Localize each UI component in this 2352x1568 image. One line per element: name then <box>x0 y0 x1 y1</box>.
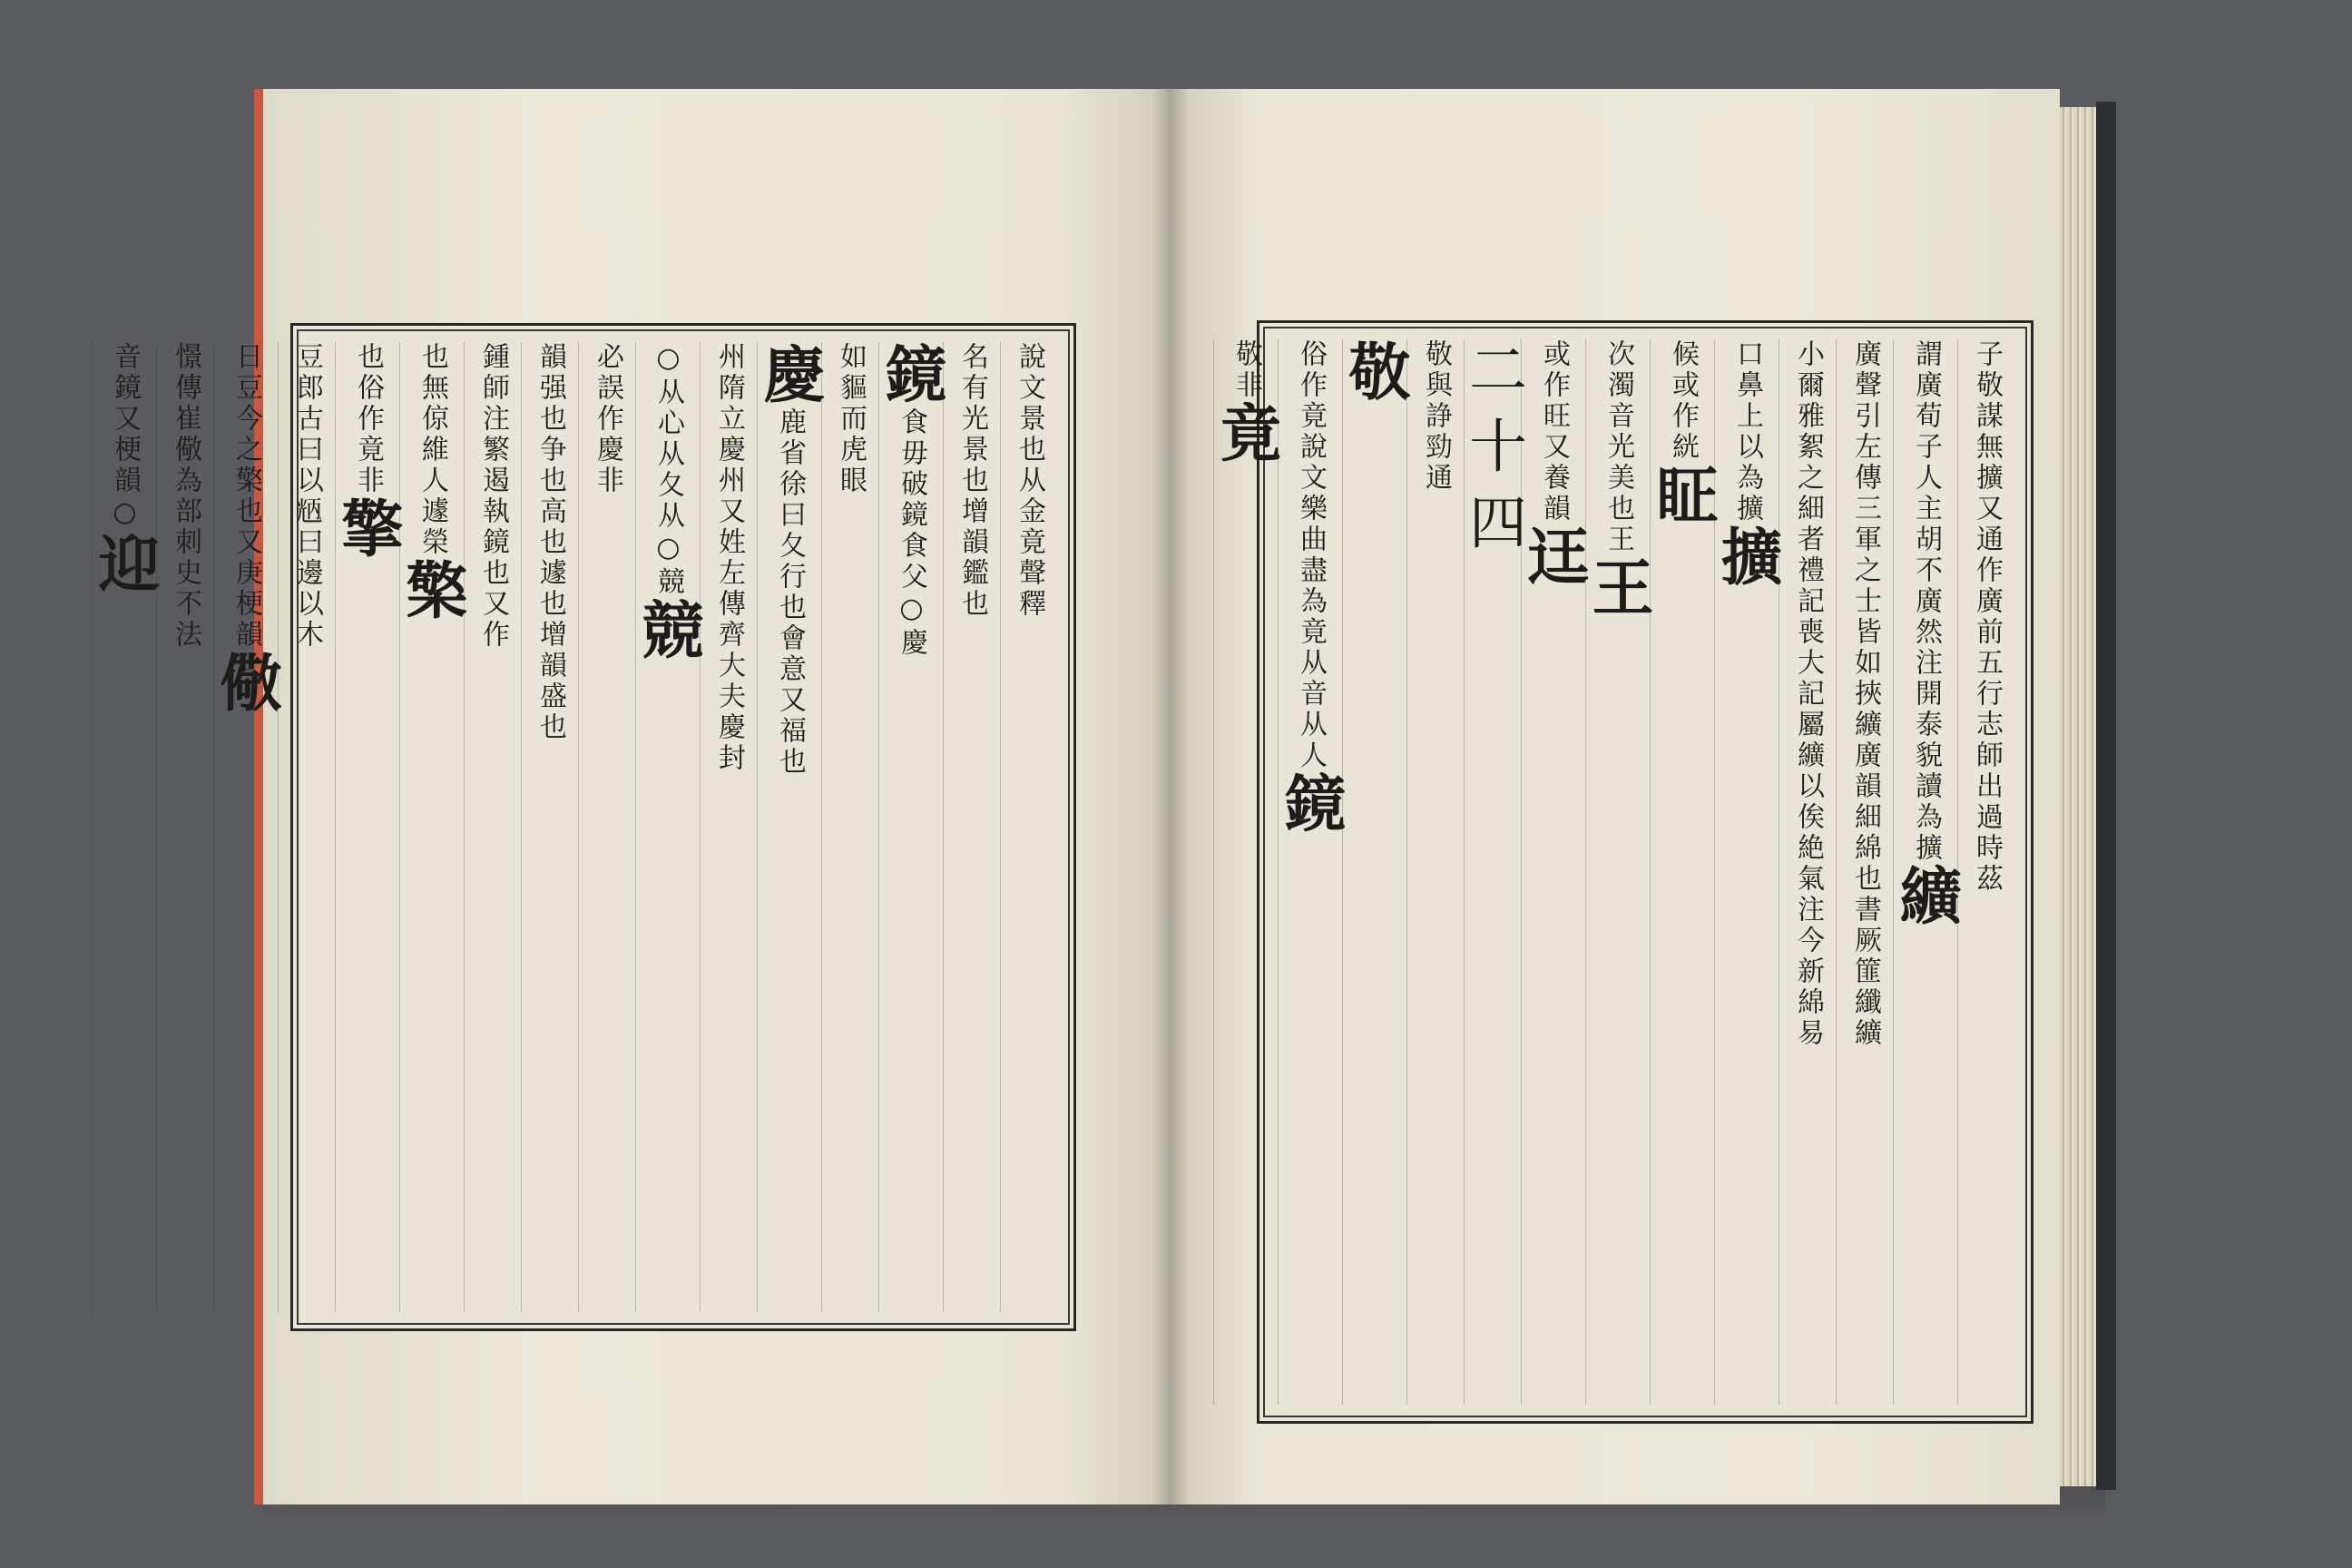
right-text-columns <box>1210 339 2014 1405</box>
left-column-10: 鍾師注繁遏執鏡也又作 <box>464 342 521 1312</box>
right-column-12 <box>1274 339 1347 1405</box>
right-column-2-text: 謂廣荀子人主胡不廣然注開泰貌讀為擴 <box>1910 339 1942 864</box>
head-char-jing: 鏡 <box>875 342 947 407</box>
left-page <box>88 89 1171 1504</box>
left-column-2: 名有光景也增韻鑑也 <box>943 342 1000 1312</box>
left-column-15: 憬傳崔儆為部刺史不法 <box>156 342 213 1312</box>
left-column-5-text: 鹿省徐曰夂行也會意又福也 <box>774 407 806 778</box>
head-char-qing2: 檠 <box>396 558 468 623</box>
head-char-kuang2: 擴 <box>1710 524 1783 590</box>
head-char-wang2: 迋 <box>1517 524 1590 590</box>
right-column-10: 敬與諍勁通 <box>1406 339 1464 1405</box>
book-gutter <box>1152 89 1189 1504</box>
head-char-qing3: 擎 <box>331 496 404 562</box>
head-char-jing-end: 鏡 <box>1274 771 1347 837</box>
head-char-wang: 王 <box>1582 555 1654 621</box>
left-column-4: 如貙而虎眼 <box>821 342 878 1312</box>
left-column-6: 州隋立慶州又姓左傳齊大夫慶封 <box>700 342 757 1312</box>
left-column-7 <box>632 342 704 1312</box>
right-column-5-text: 口鼻上以為擴 <box>1731 339 1763 524</box>
right-column-1: 子敬謀無擴又通作廣前五行志師出過時茲 <box>1957 339 2014 1405</box>
right-column-12-text: 俗作竟說文樂曲盡為竟从音从人 <box>1295 339 1327 771</box>
left-column-16-text: 音鏡又梗韻○ <box>109 342 141 532</box>
left-text-columns <box>88 342 1057 1312</box>
left-column-9: 韻强也争也高也遽也增韻盛也 <box>521 342 578 1312</box>
right-column-7 <box>1582 339 1654 1405</box>
left-column-12-text: 也俗作竟非 <box>352 342 384 496</box>
left-column-13: 豆郎古曰以𠒝曰邊以木 <box>278 342 335 1312</box>
left-column-14-text: 日豆今之檠也又庚梗韻 <box>230 342 262 651</box>
left-column-3 <box>875 342 947 1312</box>
right-printed-block <box>1210 320 2034 1424</box>
left-column-3-text: 食毋破鏡食父○慶 <box>896 407 927 659</box>
left-column-8: 必誤作慶非 <box>578 342 635 1312</box>
cover-edge <box>2096 102 2116 1490</box>
right-column-8-text: 或作旺又養韻 <box>1538 339 1570 524</box>
left-column-5 <box>753 342 826 1312</box>
head-char-qing: 慶 <box>753 342 826 407</box>
right-column-6-text: 候或作絖 <box>1667 339 1699 463</box>
head-char-kuang: 纊 <box>1889 864 1962 929</box>
open-book <box>88 89 2114 1504</box>
left-column-16 <box>88 342 161 1312</box>
right-column-7-text: 次濁音光美也王 <box>1602 339 1634 555</box>
right-column-3: 廣聲引左傳三軍之士皆如挾纊廣韻細綿也書厥篚纖纊 <box>1836 339 1893 1405</box>
right-column-13 <box>1210 339 1282 1405</box>
left-column-11-text: 也無倞維人遽榮 <box>416 342 448 558</box>
head-char-kuang3: 眐 <box>1646 463 1719 528</box>
head-char-ying: 迎 <box>88 532 161 597</box>
left-column-7-text: ○从心从夂从○競 <box>652 342 684 598</box>
head-char-jing2: 競 <box>632 598 704 663</box>
left-column-14 <box>210 342 282 1312</box>
head-char-jing-respect: 敬 <box>1338 339 1411 405</box>
right-column-5 <box>1710 339 1783 1405</box>
left-column-1: 說文景也从金竟聲釋 <box>1000 342 1057 1312</box>
right-column-13-text: 敬非 <box>1230 339 1262 401</box>
left-column-11 <box>396 342 468 1312</box>
rhyme-section-title: 二十四 <box>1464 339 1521 1405</box>
right-column-8 <box>1517 339 1590 1405</box>
left-printed-block <box>88 323 1076 1331</box>
left-column-12 <box>331 342 404 1312</box>
right-page <box>1171 89 2060 1504</box>
right-column-11 <box>1338 339 1411 1405</box>
head-char-jing3: 儆 <box>210 651 282 716</box>
head-char-jing-complete: 竟 <box>1210 401 1282 466</box>
right-column-6 <box>1646 339 1719 1405</box>
right-column-4: 小爾雅絮之細者禮記喪大記屬纊以俟絶氣注今新綿易 <box>1779 339 1836 1405</box>
right-column-2 <box>1889 339 1962 1405</box>
